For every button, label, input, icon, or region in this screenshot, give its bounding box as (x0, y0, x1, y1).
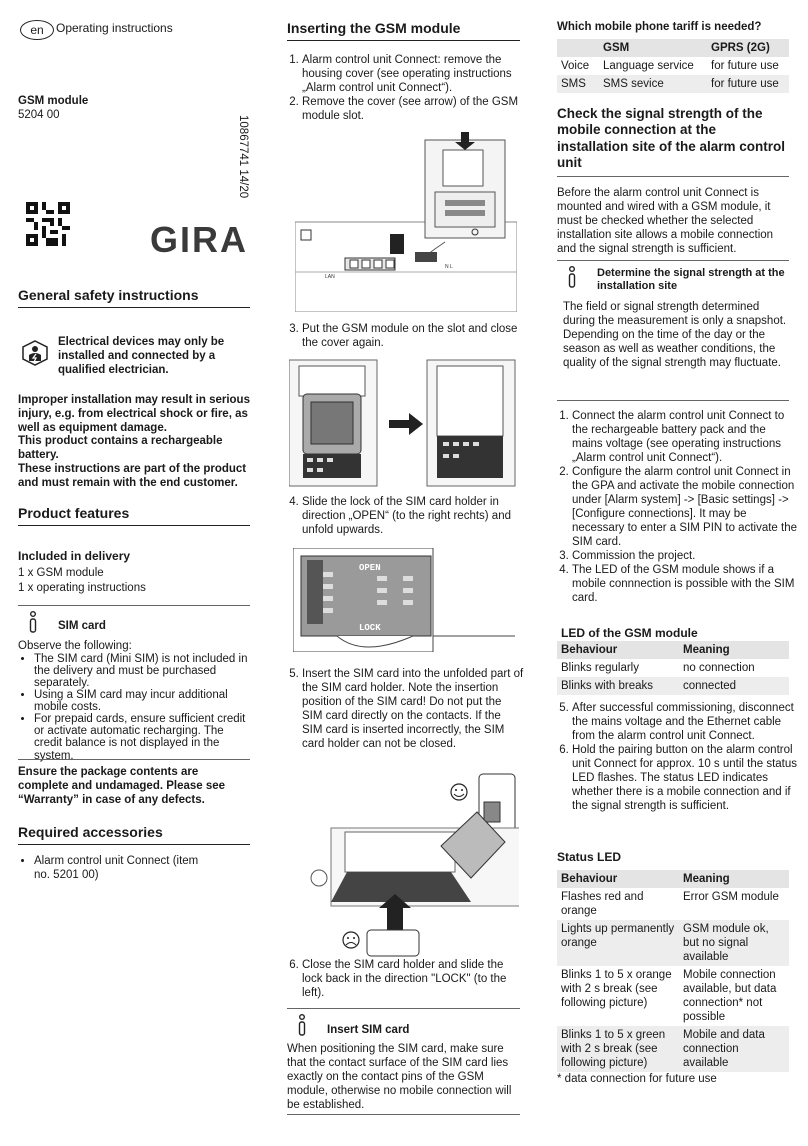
list-item: • The SIM card (Mini SIM) is not included in the delivery and must be purchased separately. (34, 653, 250, 689)
table-row (557, 966, 789, 1026)
table-cell: GSM module ok, but no signal available (679, 920, 789, 966)
divider (287, 1114, 520, 1115)
led-table (557, 641, 789, 695)
inserting-steps-e (287, 958, 524, 1000)
inserting-heading: Inserting the GSM module (287, 20, 520, 41)
table-header: Behaviour (557, 641, 679, 659)
table-cell: Mobile connection available, but data connection* not possible (683, 969, 777, 1024)
table-header: Meaning (679, 641, 789, 659)
table-row (557, 677, 789, 695)
list-item: 2. Configure the alarm control unit Connect in the GPA and activate the mobile connection under [Alarm system] -> [Basic settings] -> [Configure connections]. It may be necessary to enter a SIM PIN to activate the SIM card. (572, 465, 798, 549)
signal-note-text (563, 300, 789, 370)
table-cell: Mobile and data connection available (679, 1026, 789, 1072)
qr-code-icon (26, 202, 70, 246)
list-item: 1. Alarm control unit Connect: remove the housing cover (see operating instructions „Alarm control unit Connect“). (302, 53, 524, 95)
lan-label: LAN (325, 274, 335, 280)
list-item: 3. Commission the project. (572, 549, 798, 563)
info-icon (297, 1014, 307, 1036)
tariff-table (557, 39, 789, 93)
table-header: Meaning (679, 870, 789, 888)
inserting-steps-c (287, 495, 524, 537)
info-icon (567, 266, 577, 288)
table-cell: connected (679, 677, 789, 695)
table-cell: no connection (683, 662, 755, 675)
table-row (557, 659, 789, 677)
table-header: GPRS (2G) (707, 39, 789, 57)
led-table-heading: LED of the GSM module (561, 626, 698, 640)
inserting-steps-b (287, 322, 524, 350)
safety-warnings (18, 394, 250, 491)
control-unit-figure (295, 132, 517, 312)
list-item: • Alarm control unit Connect (item no. 5201 00) (34, 854, 214, 882)
signal-heading: Check the signal strength of the mobile connection at the installation site of the alarm control unit (557, 106, 786, 171)
info-icon (28, 611, 38, 633)
table-header (557, 39, 599, 57)
table-cell: Blinks regularly (561, 662, 639, 675)
accessories-list (18, 854, 214, 882)
insert-note-title: Insert SIM card (327, 1024, 410, 1036)
safety-heading: General safety instructions (18, 287, 250, 308)
warning-text: Improper installation may result in serious injury, e.g. from electrical shock or fire, as well as equipment damage. (18, 394, 250, 434)
table-cell: SMS (557, 75, 599, 93)
nl-label: N L (445, 264, 453, 270)
divider (557, 176, 789, 177)
included-heading: Included in delivery (18, 549, 131, 563)
table-cell: Lights up permanently orange (557, 920, 679, 966)
features-heading: Product features (18, 505, 250, 526)
inserting-steps-d (287, 667, 524, 751)
list-item: 1. Connect the alarm control unit Connect to the rechargeable battery pack and the mains voltage (see operating instructions „Alarm control unit Connect“). (572, 409, 798, 465)
table-row (557, 57, 789, 75)
table-header: Behaviour (557, 870, 679, 888)
product-number: 5204 00 (18, 109, 60, 121)
note-paragraph: Depending on the time of the day or the season as well as weather conditions, the quality of the signal strength may fluctuate. (563, 329, 781, 370)
table-row (557, 1026, 789, 1072)
table-cell: Blinks 1 to 5 x orange with 2 s break (see following picture) (561, 969, 672, 1010)
table-cell: Voice (561, 60, 590, 73)
note-paragraph: The field or signal strength determined during the measurement is only a snapshot. (563, 301, 787, 328)
table-cell: Blinks with breaks (557, 677, 679, 695)
electrician-icon (20, 339, 50, 367)
divider (557, 400, 789, 401)
status-table (557, 870, 789, 1072)
included-item: 1 x operating instructions (18, 582, 146, 594)
language-badge: en (20, 20, 54, 40)
signal-intro: Before the alarm control unit Connect is mounted and wired with a GSM module, it must be checked whether the selected installation site allows a mobile connection and the signal strength is sufficient. (557, 187, 774, 256)
electrician-notice: Electrical devices may only be installed and connected by a qualified electrician. (58, 336, 225, 377)
accessories-heading: Required accessories (18, 824, 250, 845)
open-label: OPEN (359, 563, 381, 573)
brand-logo: GIRA (150, 219, 248, 260)
divider (557, 260, 789, 261)
list-item: • For prepaid cards, ensure sufficient credit or activate automatic recharging. The credit balance is not displayed in the system. (34, 713, 250, 761)
table-cell: for future use (707, 75, 789, 93)
lock-label: LOCK (359, 623, 381, 633)
module-placement-figure (289, 358, 517, 488)
doc-type: Operating instructions (56, 21, 173, 35)
sim-bullets (18, 653, 250, 762)
table-row (557, 75, 789, 93)
inserting-steps-a (287, 53, 524, 123)
list-item: 6. Close the SIM card holder and slide the lock back in the direction "LOCK" (to the left). (302, 958, 524, 1000)
insert-note-text: When positioning the SIM card, make sure that the contact surface of the SIM card lies exactly on the contact pins of the GSM module, otherwise no mobile connection will be established. (287, 1043, 512, 1112)
list-item: • Using a SIM card may incur additional mobile costs. (34, 689, 250, 713)
signal-note-title: Determine the signal strength at the installation site (597, 267, 785, 293)
divider (18, 605, 250, 606)
signal-steps-2 (557, 701, 798, 813)
doc-code-wrap (236, 115, 250, 210)
table-cell: for future use (711, 60, 779, 73)
list-item: 5. After successful commissioning, disconnect the mains voltage and the Ethernet cable from the alarm control unit Connect. (572, 701, 798, 743)
tariff-heading: Which mobile phone tariff is needed? (557, 21, 762, 33)
package-check: Ensure the package contents are complete and undamaged. Please see “Warranty” in case of any defects. (18, 766, 226, 807)
sim-insertion-figure (291, 772, 519, 960)
table-row (557, 920, 789, 966)
doc-code: 10867741 14/20 (237, 115, 250, 199)
table-header: GSM (599, 39, 707, 57)
list-item: 2. Remove the cover (see arrow) of the GSM module slot. (302, 95, 524, 123)
table-cell: Error GSM module (683, 891, 779, 904)
sim-holder-figure (293, 548, 515, 652)
table-row (557, 888, 789, 920)
product-name: GSM module (18, 95, 89, 107)
list-item: 6. Hold the pairing button on the alarm control unit Connect for approx. 10 s until the status LED flashes. The status LED indicates whether there is a mobile connection and if the signal strength is sufficient. (572, 743, 798, 813)
list-item: 3. Put the GSM module on the slot and close the cover again. (302, 322, 524, 350)
status-table-heading: Status LED (557, 850, 622, 864)
signal-steps (557, 409, 798, 605)
table-cell: SMS sevice (599, 75, 707, 93)
table-cell: Language service (603, 60, 694, 73)
status-footnote: * data connection for future use (557, 1073, 717, 1085)
sim-note-title: SIM card (58, 620, 106, 632)
list-item: 5. Insert the SIM card into the unfolded part of the SIM card holder. Note the insertion position of the SIM card! Do not put the SIM card directly on the contacts. If the SIM card is inserted incorrectly, the SIM card holder can not be closed. (302, 667, 524, 751)
warning-text: These instructions are part of the product and must remain with the end customer. (18, 462, 247, 489)
list-item: 4. Slide the lock of the SIM card holder in direction „OPEN“ (to the right rechts) and unfold upwards. (302, 495, 524, 537)
list-item: 4. The LED of the GSM module shows if a mobile connnection is possible with the SIM card. (572, 563, 798, 605)
warning-text: This product contains a rechargeable battery. (18, 435, 223, 462)
sim-note-intro: Observe the following: (18, 640, 132, 652)
divider (287, 1008, 520, 1009)
included-item: 1 x GSM module (18, 567, 104, 579)
divider (18, 759, 250, 760)
table-cell: Blinks 1 to 5 x green with 2 s break (see following picture) (557, 1026, 679, 1072)
table-cell: Flashes red and orange (561, 891, 644, 918)
